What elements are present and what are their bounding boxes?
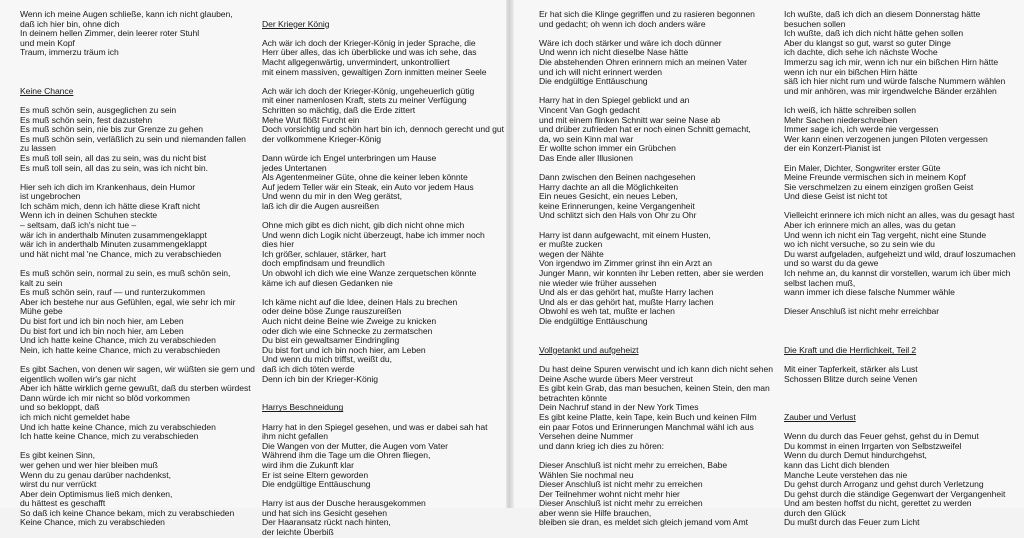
lyric-line: und so warst du da gewe <box>784 258 879 269</box>
lyric-line: Er ist seine Eltern geworden <box>262 469 369 480</box>
lyric-line: Die endgültige Enttäuschung <box>539 316 648 326</box>
lyric-line: Ich nehme an, du kannst dir vorstellen, warum ich über mich <box>784 268 1011 279</box>
lyric-line: Junger Mann, wir konnten ihr Leben retten, aber sie werden <box>539 268 764 279</box>
lyric-line: Der Teilnehmer wohnt nicht mehr hier <box>539 488 680 499</box>
lyric-line: Nein, ich hatte keine Chance, mich zu verabschieden <box>20 344 220 355</box>
lyric-line: wär ich in anderthalb Minuten zusammengeklappt <box>20 229 207 240</box>
lyric-line: mit einem massiven, gewaltigen Zorn inmitten meiner Seele <box>262 66 487 77</box>
lyric-line: Du warst aufgeladen, aufgeheizt und wild, drauf loszumachen <box>784 248 1016 259</box>
lyric-line: Versehen deine Nummer <box>539 431 634 442</box>
blank-line <box>784 327 1020 337</box>
lyric-line: ich mich nicht gemeldet habe <box>20 411 130 422</box>
lyric-line: Traum, immerzu träum ich <box>20 47 119 58</box>
lyric-line: Als Agentenmeiner Güte, ohne die keiner leben könnte <box>262 172 468 183</box>
lyric-line: da, wo sein Kinn mal war <box>539 133 634 144</box>
lyric-line: Und ich hatte keine Chance, mich zu verabschieden <box>20 335 216 346</box>
lyric-line: Während ihm die Tage um die Ohren fliegen, <box>262 450 431 461</box>
lyric-line: wirst du nur verrückt <box>20 479 97 490</box>
lyric-line: Dieser Anschluß ist nicht mehr zu erreichen <box>539 479 703 490</box>
lyric-line: käme ich auf diesen Gedanken nie <box>262 277 393 288</box>
lyric-line: Du bist fort und ich bin noch hier, am Leben <box>262 344 426 355</box>
lyric-line: oder dich wie eine Schnecke zu zermatschen <box>262 325 433 336</box>
lyric-line: Auf jedem Teller wär ein Steak, ein Auto vor jedem Haus <box>262 181 474 192</box>
lyric-line: und hät nicht mal 'ne Chance, mich zu verabschieden <box>20 248 222 259</box>
lyric-line: daß ich hier bin, ohne dich <box>20 18 120 29</box>
blank-line <box>784 384 1020 394</box>
lyric-line: Ein neues Gesicht, ein neues Leben, <box>539 191 678 202</box>
lyric-line: du hättest es geschafft <box>20 498 106 509</box>
lyric-line: daß ich dich töten werde <box>262 363 355 374</box>
song-title: Harrys Beschneidung <box>262 402 344 413</box>
lyric-line: Er wollte schon immer ein Grübchen <box>539 143 676 154</box>
lyric-line: zu lassen <box>20 143 56 154</box>
lyric-line: Aber dein Optimismus ließ mich denken, <box>20 488 173 499</box>
lyric-line: und drüber zufrieden hat er noch einen Schnitt gemacht, <box>539 124 751 135</box>
lyric-line: Herr über alles, das ich überblicke und was ich sehe, das <box>262 47 477 58</box>
lyric-line: Harry ist dann aufgewacht, mit einem Husten, <box>539 229 711 240</box>
lyric-line: Es muß schön sein, nie bis zur Grenze zu gehen <box>20 124 204 135</box>
lyrics-column-4 <box>784 10 1020 528</box>
lyric-line: Vielleicht erinnere ich mich nicht an alles, was du gesagt hast <box>784 210 1015 221</box>
lyric-line: Du bist fort und ich bin noch hier, am Leben <box>20 325 184 336</box>
lyric-line: Immerzu sag ich mir, wenn ich nur ein bißchen Hirn hätte <box>784 56 999 67</box>
lyric-line: und hat sich ins Gesicht gesehen <box>262 507 387 518</box>
lyric-line: Es muß toll sein, all das zu sein, was du nicht bist <box>20 152 207 163</box>
lyric-line: Wenn ich in deinen Schuhen steckte <box>20 210 158 221</box>
lyric-line: dies hier <box>262 239 295 250</box>
lyric-line: Es muß schön sein, fest dazustehn <box>20 114 153 125</box>
lyric-line: – seltsam, daß ich's nicht tue – <box>20 220 137 231</box>
song-title: Die Kraft und die Herrlichkeit, Teil 2 <box>784 344 917 355</box>
lyric-line: Ein Maler, Dichter, Songwriter erster Güte <box>784 162 941 173</box>
lyric-line: Dann würde ich mir nicht so blöd vorkommen <box>20 392 190 403</box>
blank-line <box>20 68 260 78</box>
lyric-line: kalt zu sein <box>20 277 63 288</box>
lyric-line: Wenn ich meine Augen schließe, kann ich nicht glauben, <box>20 9 233 19</box>
lyric-line: kann das Licht dich blenden <box>784 459 890 470</box>
lyric-line: Dieser Anschluß ist nicht mehr zu erreichen, Babe <box>539 459 728 470</box>
lyric-line: Und wenn du mir in den Weg gerätst, <box>262 191 402 202</box>
lyric-line: Er hat sich die Klinge gegriffen und zu rasieren begonnen <box>539 9 755 19</box>
lyric-line: Und als er das gehört hat, mußte Harry lachen <box>539 287 714 298</box>
lyric-line: mit einer namenlosen Kraft, stets zu meiner Verfügung <box>262 95 467 106</box>
song-title: Zauber und Verlust <box>784 411 856 422</box>
lyric-line: säß ich hier nicht rum und würde falsche Nummern wählen <box>784 76 1006 87</box>
lyric-line: und mir anhören, was mir irgendwelche Bänder erzählen <box>784 85 997 96</box>
lyric-line: Die Wangen von der Mutter, die Augen vom Vater <box>262 440 448 451</box>
lyric-line: nie wieder wie früher aussehen <box>539 277 657 288</box>
lyric-line: Dann zwischen den Beinen nachgesehen <box>539 172 696 183</box>
lyric-line: Der Haaransatz rückt nach hinten, <box>262 517 391 528</box>
lyric-line: Wählen Sie nochmal neu <box>539 469 634 480</box>
lyrics-column-3 <box>539 10 775 528</box>
lyric-line: Und als er das gehört hat, mußte Harry lachen <box>539 296 714 307</box>
lyric-line: Schritten so mächtig, daß die Erde zittert <box>262 104 416 115</box>
lyric-line: Du bist fort und ich bin noch hier, am Leben <box>20 316 184 326</box>
lyric-line: Denn ich bin der Krieger-König <box>262 373 379 384</box>
lyric-line: Dieser Anschluß ist nicht mehr erreichbar <box>784 306 940 317</box>
lyric-line: und mein Kopf <box>20 37 75 48</box>
lyric-line: Manche Leute verstehen das nie <box>784 469 908 480</box>
lyric-line: der vollkommene Krieger-König <box>262 133 381 144</box>
lyric-line: und so bekloppt, daß <box>20 402 100 413</box>
lyric-line: laß ich dir die Augen ausreißen <box>262 200 379 211</box>
lyric-line: Du hast deine Spuren verwischt und ich kann dich nicht sehen <box>539 363 773 374</box>
lyrics-column-1 <box>20 10 260 528</box>
lyric-line: Und wenn ich nicht ein Tag vergeht, nicht eine Stunde <box>784 229 987 240</box>
lyric-line: Ich weiß, ich hätte schreiben sollen <box>784 104 916 115</box>
lyric-line: ihm nicht gefallen <box>262 431 328 442</box>
lyric-line: Auch nicht deine Beine wie Zweige zu knicken <box>262 316 437 326</box>
lyric-line: wegen der Nähte <box>539 248 604 259</box>
lyric-line: besuchen sollen <box>784 18 846 29</box>
lyric-line: Immer sage ich, ich werde nie vergessen <box>784 124 939 135</box>
lyric-line: Es muß toll sein, all das zu sein, was ich nicht bin. <box>20 162 208 173</box>
lyric-line: Sie verschmelzen zu einem einzigen großen Geist <box>784 181 974 192</box>
lyric-line: Ich wußte, daß ich dich nicht hätte gehen sollen <box>784 28 964 39</box>
lyric-line: Aber du klangst so gut, warst so guter Dinge <box>784 37 951 48</box>
lyric-line: ich dachte, dich sehe ich nächste Woche <box>784 47 938 58</box>
lyric-line: Deine Asche wurde übers Meer verstreut <box>539 373 693 384</box>
lyric-line: Doch vorsichtig und schön hart bin ich, dennoch gerecht und gut <box>262 124 504 135</box>
lyric-line: Und am besten hoffst du nicht, gerettet zu werden <box>784 498 972 509</box>
blank-line <box>262 384 502 394</box>
blank-line <box>784 394 1020 404</box>
lyric-line: Es muß schön sein, verläßlich zu sein und niemanden fallen <box>20 133 246 144</box>
lyric-line: aber wenn sie Hilfe brauchen, <box>539 507 652 518</box>
lyric-line: doch empfindsam und freundlich <box>262 258 385 269</box>
lyric-line: Und ich hatte keine Chance, mich zu verabschieden <box>20 421 216 432</box>
lyric-line: Schossen Blitze durch seine Venen <box>784 373 918 384</box>
lyric-line: Dann würde ich Engel unterbringen um Hause <box>262 152 437 163</box>
lyric-line: wer gehen und wer hier bleiben muß <box>20 459 158 470</box>
lyric-line: keine Erinnerungen, keine Vergangenheit <box>539 200 695 211</box>
lyric-line: Wenn du durch das Feuer gehst, gehst du in Demut <box>784 431 979 442</box>
lyric-line: Mehr Sachen niederschreiben <box>784 114 898 125</box>
lyric-line: ein paar Fotos und Erinnerungen Manchmal wähl ich aus <box>539 421 754 432</box>
lyric-line: Mit einer Tapferkeit, stärker als Lust <box>784 363 918 374</box>
lyric-line: Wenn du zu genau darüber nachdenkst, <box>20 469 171 480</box>
lyric-line: Ich käme nicht auf die Idee, deinen Hals zu brechen <box>262 296 458 307</box>
blank-line <box>539 327 775 337</box>
lyric-line: Hier seh ich dich im Krankenhaus, dein Humor <box>20 181 196 192</box>
lyric-line: wann immer ich diese falsche Nummer wähle <box>784 287 955 298</box>
lyric-line: Es gibt keinen Sinn, <box>20 450 95 461</box>
lyric-line: Und wenn du mich triffst, weißt du, <box>262 354 392 365</box>
lyric-line: Harry hat in den Spiegel gesehen, und was er dabei sah hat <box>262 421 488 432</box>
lyric-line: Und schlitzt sich den Hals von Ohr zu Ohr <box>539 210 697 221</box>
lyric-line: Es muß schön sein, rauf — und runterzukommen <box>20 287 206 298</box>
lyric-line: Ich größer, schlauer, stärker, hart <box>262 248 386 259</box>
lyric-line: oder deine böse Zunge rauszureißen <box>262 306 402 317</box>
lyric-line: und gedacht; oh wenn ich doch anders wäre <box>539 18 706 29</box>
lyric-line: Aber ich hätte wirklich gerne gewußt, daß du sterben würdest <box>20 383 251 394</box>
lyric-line: Es gibt Sachen, von denen wir sagen, wir wüßten sie gern und <box>20 363 255 374</box>
song-title: Keine Chance <box>20 85 74 96</box>
lyric-line: Dein Nachruf stand in der New York Times <box>539 402 699 413</box>
lyric-line: Die abstehenden Ohren erinnern mich an meinen Vater <box>539 56 747 67</box>
lyric-line: Harry ist aus der Dusche herausgekommen <box>262 498 426 509</box>
lyric-line: Das Ende aller Illusionen <box>539 152 633 163</box>
lyric-line: Wer kann einen verzogenen jungen Piloten vergessen <box>784 133 988 144</box>
lyric-line: Ich hatte keine Chance, mich zu verabschieden <box>20 431 199 442</box>
lyric-line: Die endgültige Enttäuschung <box>539 76 648 87</box>
lyrics-column-2 <box>262 10 502 538</box>
lyric-line: wär ich in anderthalb Minuten zusammengeklappt <box>20 239 207 250</box>
lyric-line: Du mußt durch das Feuer zum Licht <box>784 517 920 528</box>
lyric-line: Du bist ein gewaltsamer Eindringling <box>262 335 400 346</box>
lyric-line: Du kommst in einen Irrgarten von Selbstzweifel <box>784 440 962 451</box>
lyric-line: Es muß schön sein, ausgeglichen zu sein <box>20 104 177 115</box>
blank-line <box>20 58 260 68</box>
lyric-line: Und wenn ich nicht dieselbe Nase hätte <box>539 47 689 58</box>
lyric-line: Die endgültige Enttäuschung <box>262 479 371 490</box>
lyric-line: Ach wär ich doch der Krieger-König, ungeheuerlich gütig <box>262 85 475 96</box>
lyric-line: Aber ich bestehe nur aus Gefühlen, egal, wie sehr ich mir <box>20 296 236 307</box>
lyric-line: So daß ich keine Chance bekam, mich zu verabschieden <box>20 507 235 518</box>
lyric-line: und mit einem flinken Schnitt war seine Nase ab <box>539 114 721 125</box>
song-title: Der Krieger König <box>262 18 330 29</box>
lyric-line: Harry hat in den Spiegel geblickt und an <box>539 95 690 106</box>
lyric-line: Ich schäm mich, denn ich hätte diese Kraft nicht <box>20 200 201 211</box>
lyric-line: Harry dachte an all die Möglichkeiten <box>539 181 679 192</box>
lyric-line: betrachten könnte <box>539 392 607 403</box>
lyric-line: bleiben sie dran, es meldet sich gleich jemand vom Amt <box>539 517 748 528</box>
lyric-line: Obwohl es weh tat, mußte er lachen <box>539 306 675 317</box>
lyric-line: wo ich nicht versuche, so zu sein wie du <box>784 239 935 250</box>
lyric-line: Keine Chance, mich zu verabschieden <box>20 517 165 528</box>
lyric-line: er mußte zucken <box>539 239 603 250</box>
lyric-line: Es gibt keine Platte, kein Tape, kein Buch und keinen Film <box>539 411 757 422</box>
page-gutter <box>506 0 514 508</box>
lyric-line: Von irgendwo im Zimmer grinst ihn ein Arzt an <box>539 258 713 269</box>
lyric-line: Es gibt kein Grab, das man besuchen, keinen Stein, den man <box>539 383 770 394</box>
lyric-line: Macht allgegenwärtig, unvermindert, unkontrolliert <box>262 56 450 67</box>
lyric-line: Du gehst durch die ständige Gegenwart der Vergangenheit <box>784 488 1006 499</box>
lyric-line: Vincent Van Gogh gedacht <box>539 104 640 115</box>
lyric-line: selbst lachen muß, <box>784 277 856 288</box>
lyric-line: wird ihm die Zukunft klar <box>262 459 354 470</box>
lyric-line: In deinem hellen Zimmer, dein leerer roter Stuhl <box>20 28 200 39</box>
lyric-line: Du gehst durch Arroganz und gehst durch Verletzung <box>784 479 984 490</box>
lyric-line: eigentlich wollen wir's gar nicht <box>20 373 137 384</box>
lyric-line: Aber ich erinnere mich an alles, was du getan <box>784 220 956 231</box>
blank-line <box>784 317 1020 327</box>
lyric-line: ist ungebrochen <box>20 191 81 202</box>
lyric-line: und ich will nicht erinnert werden <box>539 66 662 77</box>
lyric-line: durch den Glück <box>784 507 846 518</box>
lyric-line: Meine Freunde vermischen sich in meinem Kopf <box>784 172 966 183</box>
lyric-line: und dann krieg ich dies zu hören: <box>539 440 664 451</box>
lyric-line: der ein Konzert-Pianist ist <box>784 143 881 154</box>
lyric-line: Dieser Anschluß ist nicht mehr zu erreichen <box>539 498 703 509</box>
lyric-line: Und wenn dich Logik nicht überzeugt, habe ich immer noch <box>262 229 485 240</box>
lyric-line: Ach wär ich doch der Krieger-König in jeder Sprache, die <box>262 37 476 48</box>
lyric-line: Mühe gebe <box>20 306 63 317</box>
lyric-line: Mehe Wut flößt Furcht ein <box>262 114 360 125</box>
lyric-line: Wenn du durch Demut hindurchgehst, <box>784 450 927 461</box>
lyric-line: Es muß schön sein, normal zu sein, es muß schön sein, <box>20 268 231 279</box>
lyric-line: jedes Untertanen <box>262 162 327 173</box>
lyric-line: Wäre ich doch stärker und wäre ich doch dünner <box>539 37 722 48</box>
lyric-line: Un obwohl ich dich wie eine Wanze zerquetschen könnte <box>262 268 477 279</box>
lyric-line: Ohne mich gibt es dich nicht, gib dich nicht ohne mich <box>262 220 465 231</box>
song-title: Vollgetankt und aufgeheizt <box>539 344 639 355</box>
lyric-line: der leichte Überbiß <box>262 527 334 538</box>
lyric-line: Ich wußte, daß ich dich an diesem Donnerstag hätte <box>784 9 981 19</box>
lyric-line: Und diese Geist ist nicht tot <box>784 191 888 202</box>
lyric-line: wenn ich nur ein bißchen Hirn hätte <box>784 66 918 77</box>
